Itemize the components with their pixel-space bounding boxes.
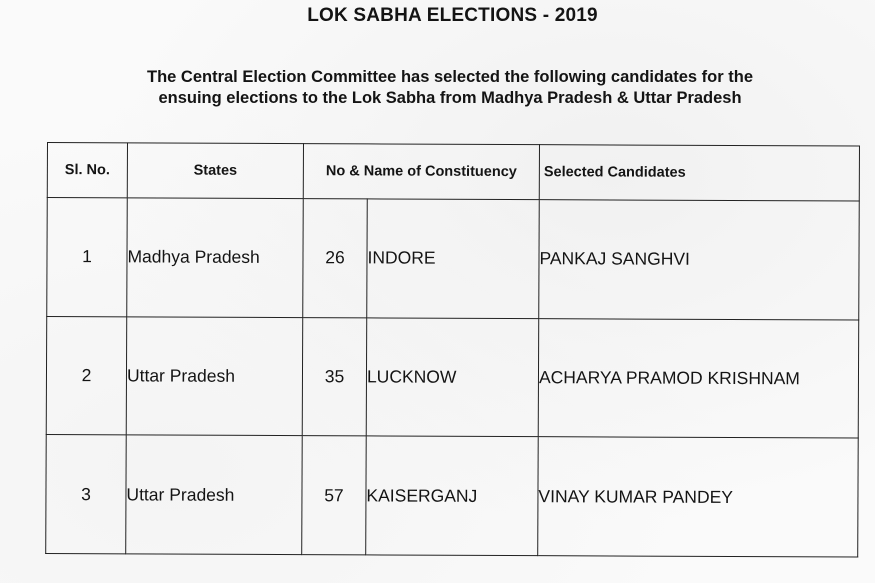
cell-candidate: ACHARYA PRAMOD KRISHNAM [538, 318, 859, 438]
cell-constituency-number: 26 [303, 199, 368, 318]
cell-sl-no: 2 [46, 316, 127, 435]
cell-sl-no: 3 [46, 435, 127, 554]
cell-constituency-name: LUCKNOW [366, 318, 539, 437]
subtitle-line-1: The Central Election Committee has selected the following candidates for the [146, 68, 754, 86]
cell-candidate: VINAY KUMAR PANDEY [538, 437, 859, 557]
cell-candidate: PANKAJ SANGHVI [539, 200, 860, 320]
cell-constituency-name: INDORE [367, 199, 540, 318]
subtitle-line-2: ensuing elections to the Lok Sabha from Madhya Pradesh & Uttar Pradesh [158, 89, 742, 107]
header-states: States [127, 143, 303, 199]
table-row [46, 435, 859, 557]
cell-sl-no: 1 [47, 198, 128, 317]
table-row [46, 316, 859, 438]
document-subtitle [60, 67, 840, 109]
cell-state: Madhya Pradesh [127, 198, 304, 317]
table-row [47, 198, 860, 320]
cell-state: Uttar Pradesh [126, 317, 303, 436]
candidates-table [45, 142, 860, 558]
header-constituency: No & Name of Constituency [303, 144, 539, 200]
cell-state: Uttar Pradesh [126, 435, 303, 554]
cell-constituency-name: KAISERGANJ [366, 436, 539, 555]
cell-constituency-number: 57 [302, 436, 367, 555]
document-title: LOK SABHA ELECTIONS - 2019 [307, 5, 598, 26]
header-sl-no: Sl. No. [47, 143, 127, 198]
header-selected-candidates: Selected Candidates [539, 145, 859, 201]
cell-constituency-number: 35 [302, 317, 367, 436]
table-header-row [47, 143, 859, 202]
